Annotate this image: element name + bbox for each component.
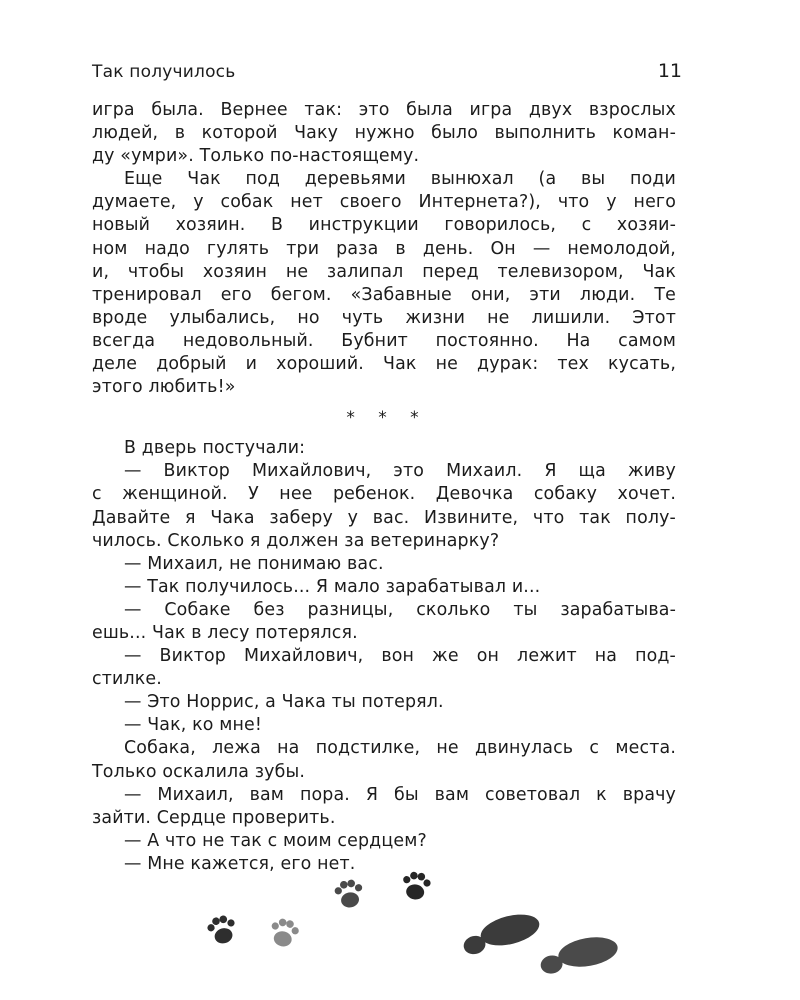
footprints-illustration <box>0 860 800 1000</box>
page-number: 11 <box>657 60 682 82</box>
text-line: всегда недовольный. Бубнит постоянно. На самом <box>92 330 676 351</box>
paw-print-icon <box>268 917 301 949</box>
text-line: — А что не так с моим сердцем? <box>124 830 427 851</box>
scene-separator: * * * <box>346 408 428 429</box>
text-line: людей, в которой Чаку нужно было выполнить коман- <box>92 123 676 144</box>
text-line: чилось. Сколько я должен за ветеринарку? <box>92 530 500 551</box>
text-line: стилке. <box>92 669 162 690</box>
text-line: игра была. Вернее так: это была игра двух взрослых <box>92 100 676 120</box>
paw-print-icon <box>333 878 365 910</box>
text-line: вроде улыбались, но чуть жизни не лишили. Этот <box>92 307 676 328</box>
text-line: деле добрый и хороший. Чак не дурак: тех кусать, <box>92 354 676 375</box>
text-line: ешь... Чак в лесу потерялся. <box>92 622 358 643</box>
text-line: — Чак, ко мне! <box>124 715 262 736</box>
shoe-print-icon <box>459 909 543 956</box>
text-line: думаете, у собак нет своего Интернета?), что у него <box>92 192 676 213</box>
text-line: Еще Чак под деревьями вынюхал (а вы поди <box>124 169 676 190</box>
text-line: тренировал его бегом. «Забавные они, эти люди. Те <box>92 284 676 305</box>
text-line: В дверь постучали: <box>124 438 306 459</box>
paw-print-icon <box>401 870 432 901</box>
text-line: зайти. Сердце проверить. <box>92 807 336 828</box>
text-line: — Виктор Михайлович, вон же он лежит на под- <box>124 646 676 667</box>
text-line: — Так получилось... Я мало зарабатывал и... <box>124 576 541 597</box>
running-head: Так получилось <box>92 62 236 82</box>
text-line: — Мне кажется, его нет. <box>124 853 356 874</box>
text-line: этого любить!» <box>92 377 236 398</box>
text-line: — Собаке без разницы, сколько ты зарабатыва- <box>124 599 676 620</box>
text-line: — Виктор Михайлович, это Михаил. Я ща живу <box>124 461 676 482</box>
shoe-print-icon <box>537 933 620 975</box>
text-line: — Это Норрис, а Чака ты потерял. <box>124 692 444 713</box>
text-line: новый хозяин. В инструкции говорилось, с хозяи- <box>92 215 676 236</box>
text-line: Собака, лежа на подстилке, не двинулась с места. <box>124 738 676 759</box>
text-line: ду «умри». Только по-настоящему. <box>92 146 420 167</box>
paw-print-icon <box>205 913 239 947</box>
text-line: Давайте я Чака заберу у вас. Извините, что так полу- <box>92 507 676 528</box>
text-line: и, чтобы хозяин не залипал перед телевизором, Чак <box>92 261 676 282</box>
text-line: Только оскалила зубы. <box>92 761 306 782</box>
text-line: с женщиной. У нее ребенок. Девочка собаку хочет. <box>92 484 676 505</box>
text-line: — Михаил, вам пора. Я бы вам советовал к врачу <box>124 784 676 805</box>
text-line: — Михаил, не понимаю вас. <box>124 553 384 574</box>
body-text <box>92 99 676 876</box>
text-line: ном надо гулять три раза в день. Он — немолодой, <box>92 238 676 259</box>
